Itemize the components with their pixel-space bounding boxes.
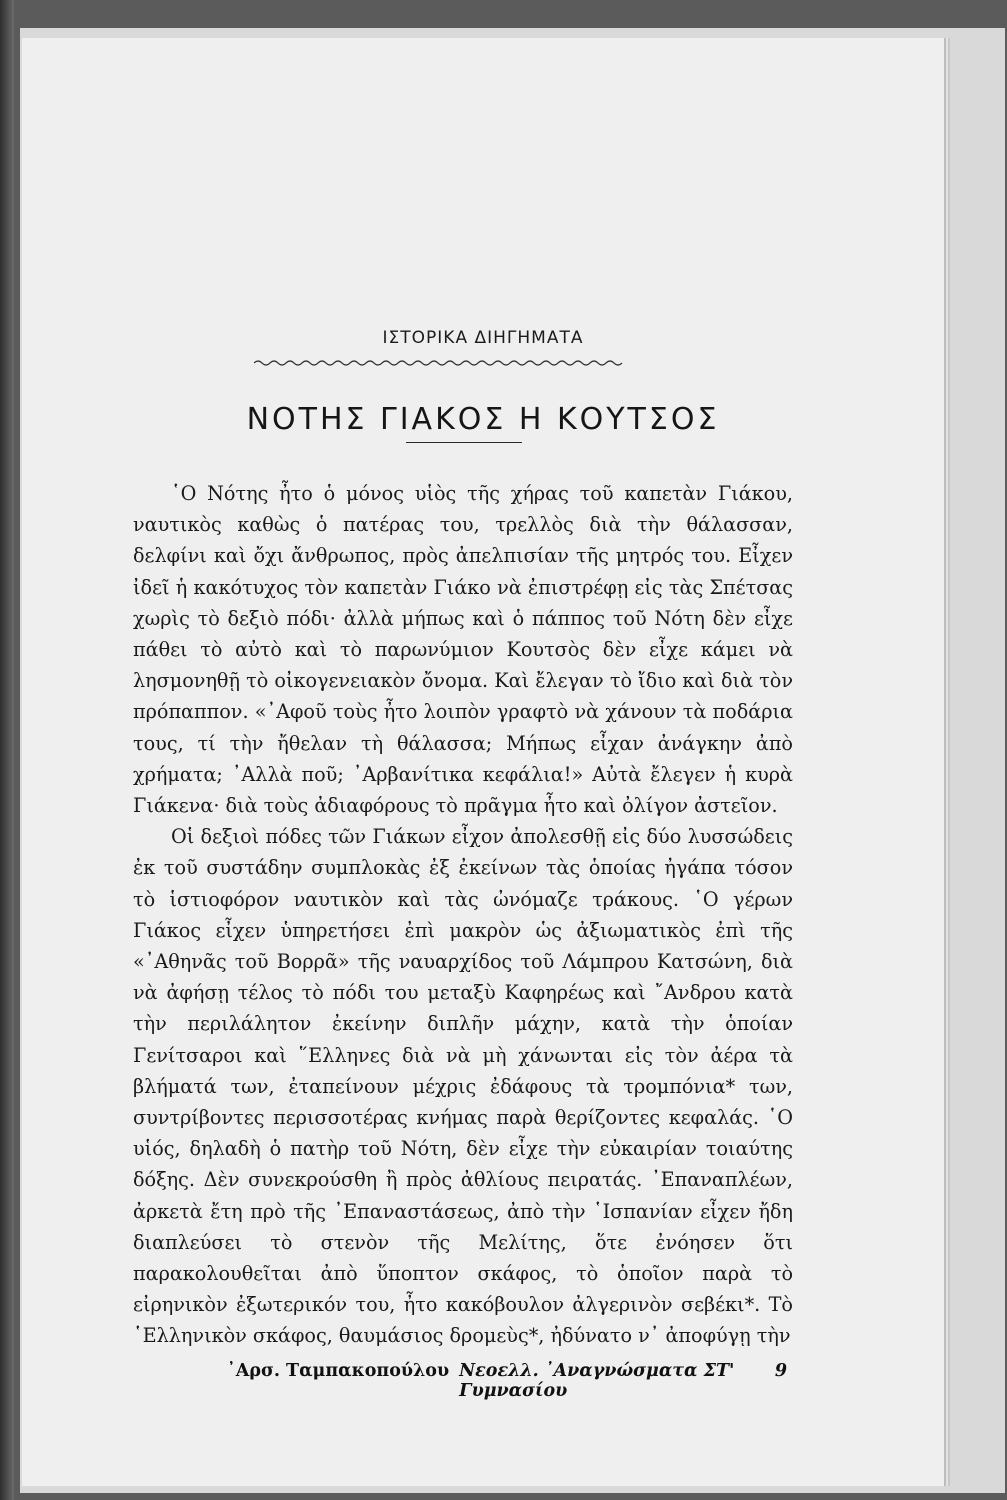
page-footer	[227, 1361, 787, 1401]
wavy-rule	[254, 358, 624, 368]
footer-author: ᾿Αρσ. Ταμπακοπούλου	[227, 1361, 450, 1381]
paragraph-2: Οἱ δεξιοὶ πόδες τῶν Γιάκων εἶχον ἀπολεσθῇ εἰς δύο λυσσώδεις ἐκ τοῦ συστάδην συμπλοκὰς ἐξ ἐκείνων τὰς ὁποίας ἠγάπα τόσον τὸ ἱστιοφόρον ναυτικὸν καὶ τὰς ὠνόμαζε τράκους. ῾Ο γέρων Γιάκος εἶχεν ὑπηρετήσει ἐπὶ μακρὸν ὡς ἀξιωματικὸς ἐπὶ τῆς «᾿Αθηνᾶς τοῦ Βορρᾶ» τῆς ναυαρχίδος τοῦ Λάμπρου Κατσώνη, διὰ νὰ ἀφήσῃ τέλος τὸ πόδι του μεταξὺ Καφηρέως καὶ ῎Ανδρου κατὰ τὴν περιλάλητον ἐκείνην διπλῆν μάχην, κατὰ τὴν ὁποίαν Γενίτσαροι καὶ ῞Ελληνες διὰ νὰ μὴ χάνωνται εἰς τὸν ἀέρα τὰ βλήματά των, ἐταπείνουν μέχρις ἐδάφους τὰ τρομπόνια* των, συντρίβοντες περισσοτέρας κνήμας παρὰ θερίζοντες κεφαλάς. ῾Ο υἱός, δηλαδὴ ὁ πατὴρ τοῦ Νότη, δὲν εἶχε τὴν εὐκαιρίαν τοιαύτης δόξης. Δὲν συνεκρούσθη ἢ πρὸς ἀθλίους πειρατάς. ᾿Επαναπλέων, ἀρκετὰ ἔτη πρὸ τῆς ᾿Επαναστάσεως, ἀπὸ τὴν ῾Ισπανίαν εἶχεν ἤδη διαπλεύσει τὸ στενὸν τῆς Μελίτης, ὅτε ἐνόησεν ὅτι παρακολουθεῖται ἀπὸ ὕποπτον σκάφος, τὸ ὁποῖον παρὰ τὸ εἰρηνικὸν ἐξωτερικόν του, ἦτο κακόβουλον ἀλγερινὸν σεβέκι*. Τὸ ῾Ελληνικὸν σκάφος, θαυμάσιος δρομεὺς*, ἠδύνατο ν᾿ ἀποφύγῃ τὴν	[133, 825, 793, 1348]
story-body	[133, 478, 793, 1352]
footer-signature: 9	[774, 1361, 787, 1381]
section-heading: ΙΣΤΟΡΙΚΑ ΔΙΗΓΗΜΑΤΑ	[382, 328, 584, 348]
page-sheet	[22, 38, 944, 1486]
paragraph-1: ῾Ο Νότης ἦτο ὁ μόνος υἱὸς τῆς χήρας τοῦ καπετὰν Γιάκου, ναυτικὸς καθὼς ὁ πατέρας του, τρελλὸς διὰ τὴν θάλασσαν, δελφίνι καὶ ὄχι ἄνθρωπος, πρὸς ἀπελπισίαν τῆς μητρός του. Εἶχεν ἰδεῖ ἡ κακότυχος τὸν καπετὰν Γιάκο νὰ ἐπιστρέφῃ εἰς τὰς Σπέτσας χωρὶς τὸ δεξιὸ πόδι· ἀλλὰ μήπως καὶ ὁ πάππος τοῦ Νότη δὲν εἶχε πάθει τὸ αὐτὸ καὶ τὸ παρωνύμιον Κουτσὸς δὲν εἶχε κάμει νὰ λησμονηθῇ τὸ οἰκογενειακὸν ὄνομα. Καὶ ἔλεγαν τὸ ἴδιο καὶ διὰ τὸν πρόπαππον. «᾿Αφοῦ τοὺς ἦτο λοιπὸν γραφτὸ νὰ χάνουν τὰ ποδάρια τους, τί τὴν ἤθελαν τὴ θάλασσα; Μήπως εἶχαν ἀνάγκην ἀπὸ χρήματα; ᾿Αλλὰ ποῦ; ᾿Αρβανίτικα κεφάλια!» Αὐτὰ ἔλεγεν ἡ κυρὰ Γιάκενα· διὰ τοὺς ἀδιαφόρους τὸ πρᾶγμα ἦτο καὶ ὀλίγον ἀστεῖον.	[133, 482, 793, 818]
title-rule	[406, 442, 522, 443]
footer-book-title: Νεοελλ. ᾿Αναγνώσματα ΣΤ' Γυμνασίου	[459, 1361, 735, 1401]
book-spine	[0, 0, 14, 1500]
story-title: ΝΟΤΗΣ ΓΙΑΚΟΣ Η ΚΟΥΤΣΟΣ	[246, 402, 720, 437]
